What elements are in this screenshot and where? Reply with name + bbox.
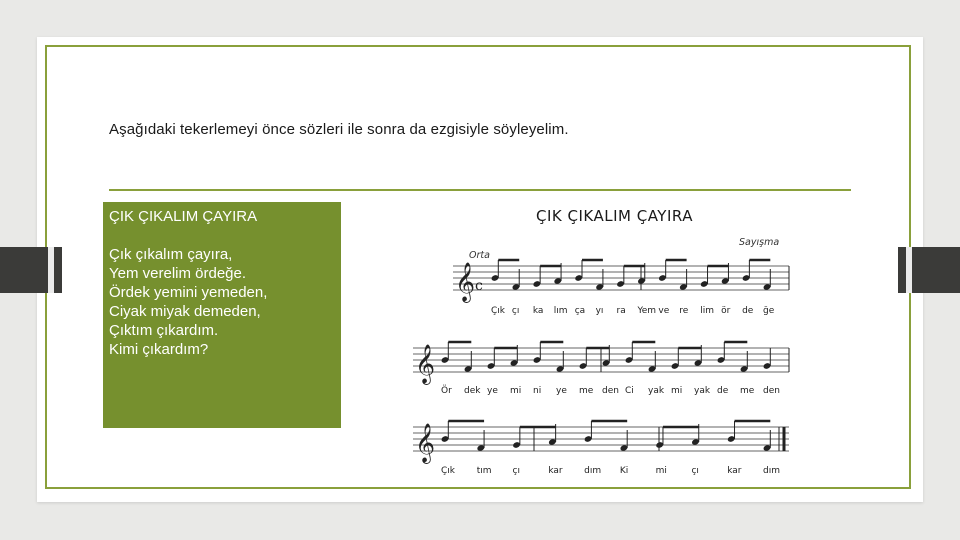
- lyric-syllable: lim: [700, 306, 715, 316]
- lyric-syllable: Yem: [637, 306, 657, 316]
- lyric-syllable: me: [579, 386, 594, 396]
- lyric-syllable: ğe: [763, 306, 775, 316]
- lyrics-line: Kimi çıkardım?: [109, 341, 209, 358]
- lyric-syllable: ça: [574, 306, 586, 316]
- lyric-syllable: dım: [763, 466, 780, 476]
- lyric-syllable: dek: [464, 386, 481, 396]
- lyric-syllable: ye: [556, 386, 567, 396]
- lyric-syllable: mi: [655, 466, 667, 476]
- sheet-music-image: [401, 202, 791, 483]
- lyric-syllable: ye: [487, 386, 498, 396]
- style-label: Sayışma: [739, 237, 780, 248]
- lyric-syllable: me: [740, 386, 755, 396]
- lyric-syllable: Ör: [441, 386, 452, 396]
- lyric-syllable: kar: [727, 466, 742, 476]
- lyric-syllable: de: [717, 386, 729, 396]
- lyric-syllable: ve: [658, 306, 670, 316]
- treble-clef-icon: 𝄞: [415, 423, 436, 463]
- lyric-syllable: mi: [510, 386, 522, 396]
- right-tab: [898, 247, 960, 293]
- lyrics-line: Çıktım çıkardım.: [109, 322, 219, 339]
- lyric-syllable: den: [763, 386, 780, 396]
- lyric-syllable: lım: [553, 306, 568, 316]
- lyric-syllable: re: [679, 306, 689, 316]
- lyric-syllable: çı: [691, 466, 699, 476]
- treble-clef-icon: 𝄞: [415, 344, 436, 384]
- lyrics-box: [103, 202, 341, 428]
- lyrics-title: ÇIK ÇIKALIM ÇAYIRA: [109, 208, 258, 225]
- lyric-syllable: Ki: [619, 466, 629, 476]
- lyrics-line: Çık çıkalım çayıra,: [109, 246, 233, 263]
- treble-clef-icon: 𝄞: [455, 262, 476, 302]
- lyrics-line: Yem verelim ördeğe.: [109, 265, 247, 282]
- lyric-syllable: tım: [476, 466, 492, 476]
- lyric-syllable: dım: [584, 466, 602, 476]
- lyric-syllable: de: [742, 306, 754, 316]
- lyric-syllable: ka: [532, 306, 544, 316]
- lyric-syllable: ra: [616, 306, 626, 316]
- sheet-music-title: ÇIK ÇIKALIM ÇAYIRA: [536, 207, 693, 225]
- tempo-label: Orta: [469, 250, 490, 261]
- lyric-syllable: yı: [595, 306, 604, 316]
- divider-line: [109, 189, 851, 191]
- lyric-syllable: çı: [512, 466, 521, 476]
- lyric-syllable: Çık: [441, 466, 455, 476]
- lyric-syllable: Çık: [491, 306, 505, 316]
- lyric-syllable: Ci: [625, 386, 634, 396]
- lyrics-line: Ördek yemini yemeden,: [109, 284, 268, 301]
- instruction-heading: Aşağıdaki tekerlemeyi önce sözleri ile sonra da ezgisiyle söyleyelim.: [109, 121, 569, 138]
- lyric-syllable: ni: [533, 386, 542, 396]
- lyric-syllable: kar: [548, 466, 563, 476]
- lyrics-line: Ciyak miyak demeden,: [109, 303, 261, 320]
- lyric-syllable: yak: [694, 386, 711, 396]
- lyric-syllable: yak: [648, 386, 665, 396]
- common-time-icon: c: [475, 278, 483, 294]
- sheet-music-svg: [401, 202, 791, 483]
- lyric-syllable: ör: [721, 306, 731, 316]
- lyric-syllable: mi: [671, 386, 683, 396]
- lyric-syllable: çı: [511, 306, 520, 316]
- left-tab: [0, 247, 62, 293]
- lyric-syllable: den: [602, 386, 619, 396]
